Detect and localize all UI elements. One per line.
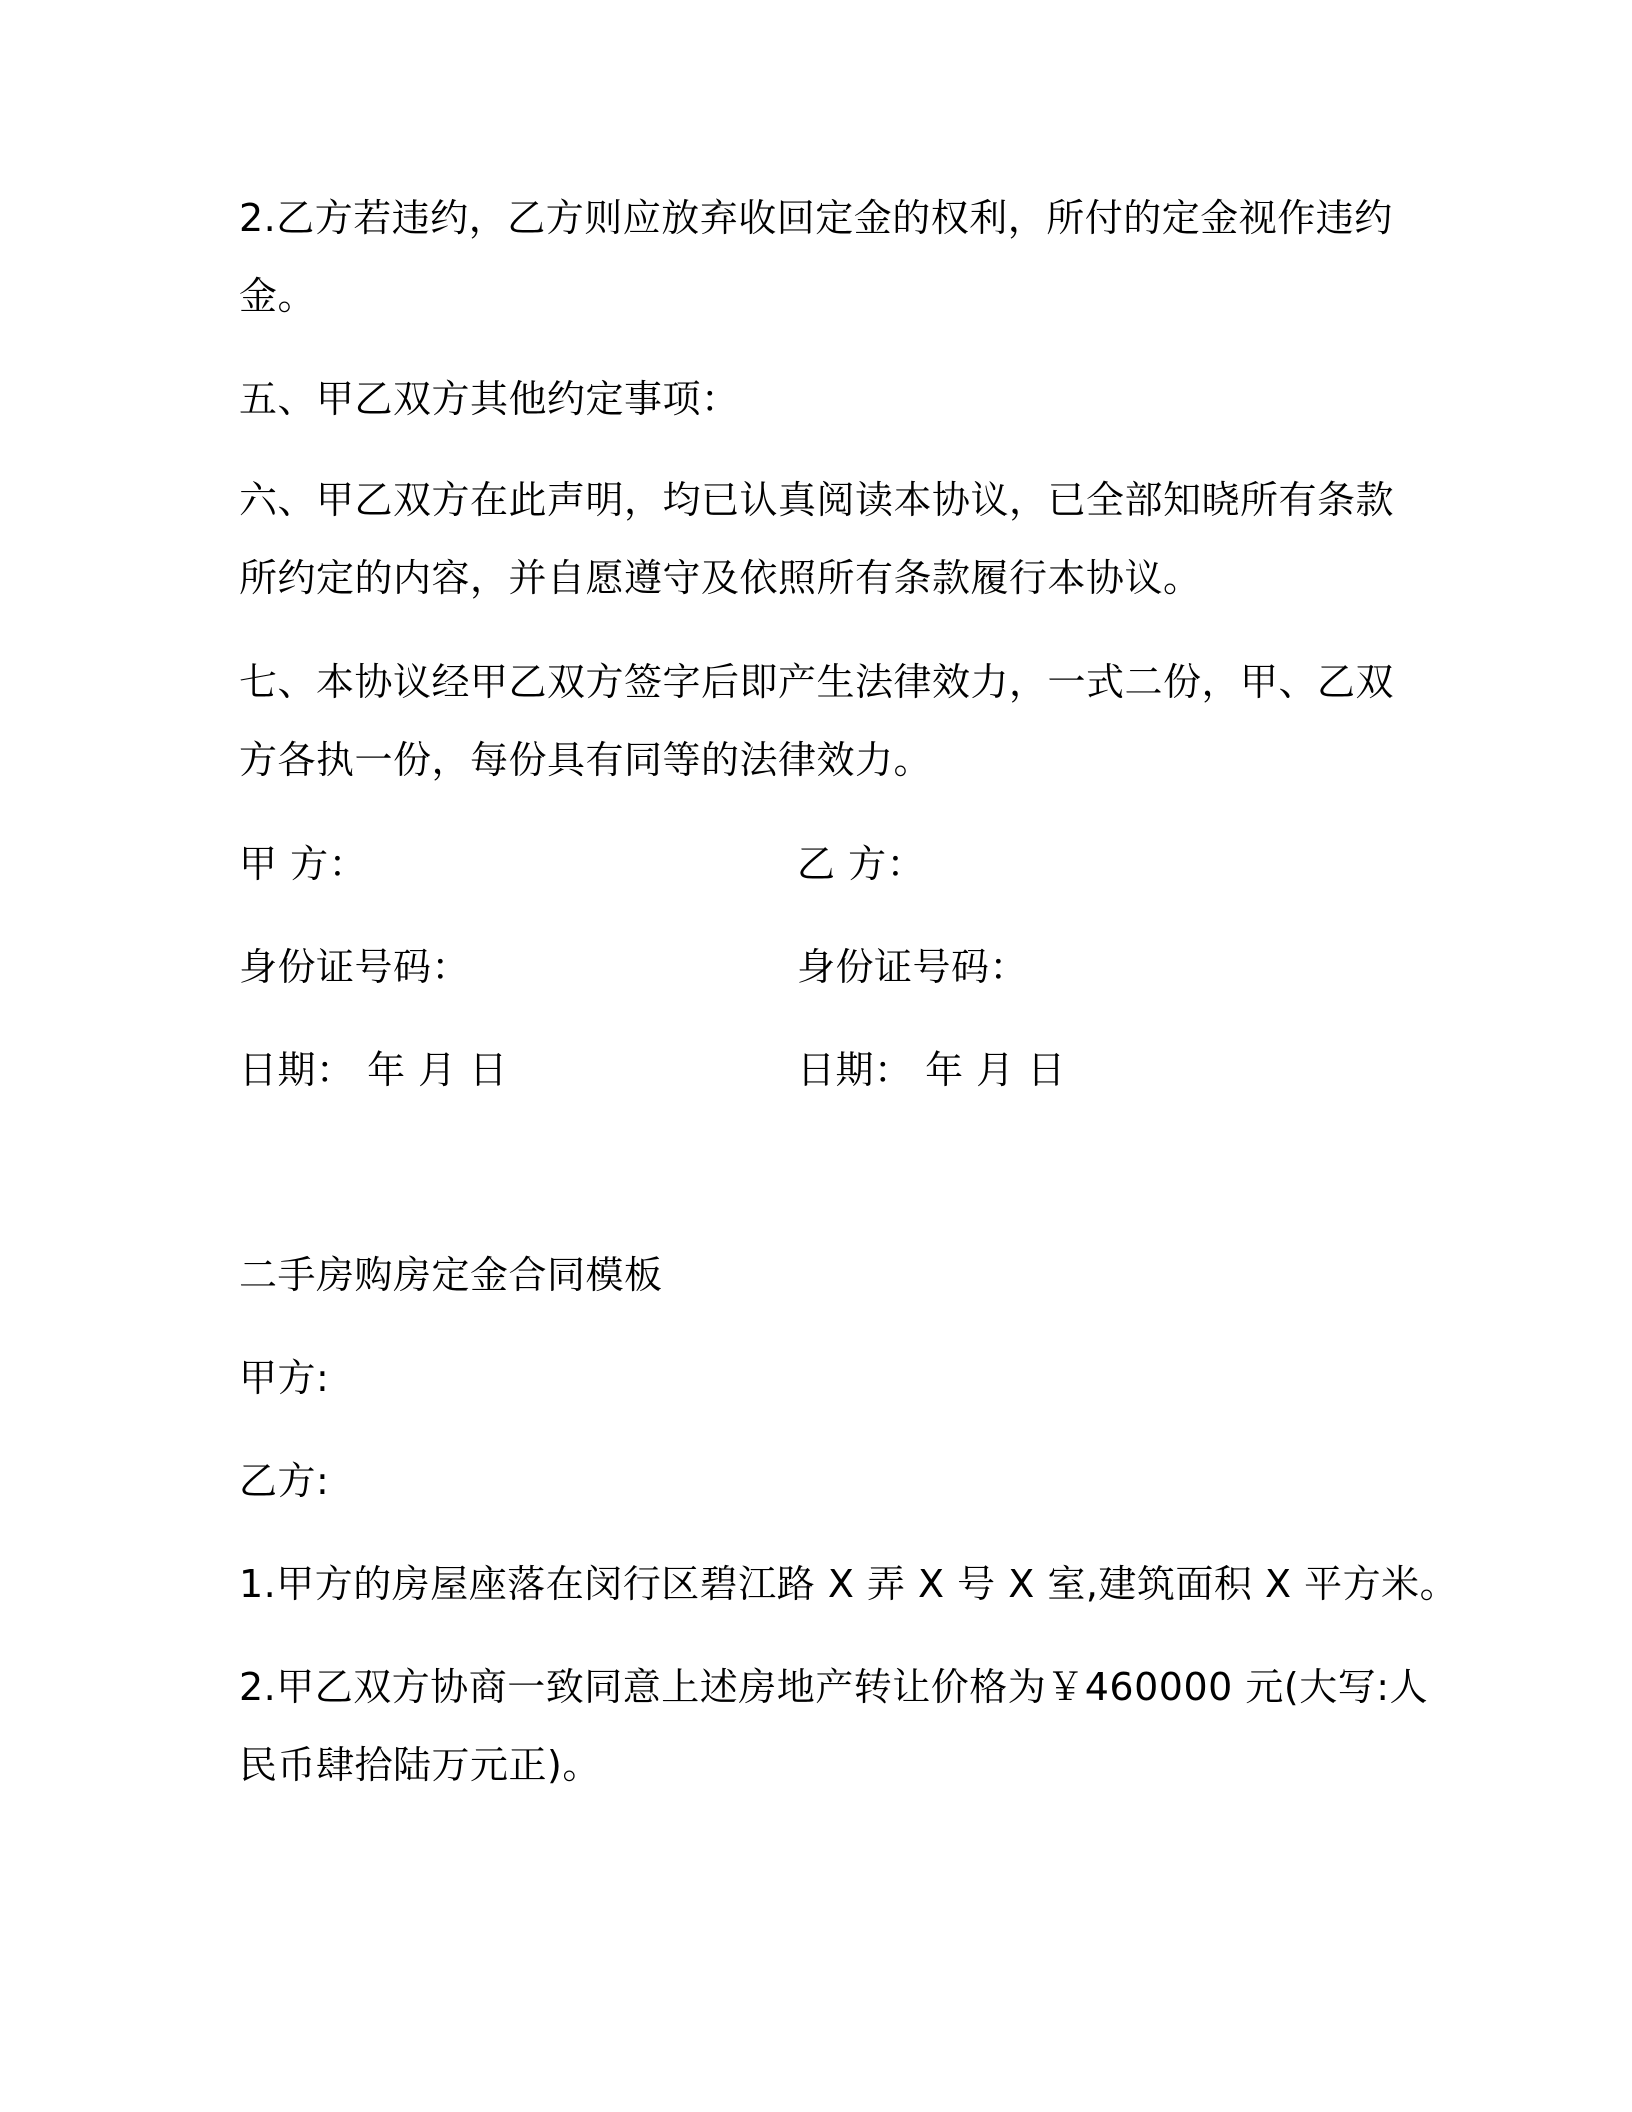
clause4-item2-line1: 2.乙方若违约，乙方则应放弃收回定金的权利，所付的定金视作违约 bbox=[239, 196, 1393, 240]
clause6-line1: 六、甲乙双方在此声明，均已认真阅读本协议，已全部知晓所有条款 bbox=[239, 478, 1395, 522]
clause7-line2: 方各执一份，每份具有同等的法律效力。 bbox=[239, 738, 933, 782]
clause5-text: 五、甲乙双方其他约定事项： bbox=[239, 377, 740, 421]
template-item2-line1: 2.甲乙双方协商一致同意上述房地产转让价格为￥460000 元(大写:人 bbox=[239, 1665, 1429, 1709]
clause6-line2: 所约定的内容，并自愿遵守及依照所有条款履行本协议。 bbox=[239, 556, 1202, 600]
template-party-b: 乙方: bbox=[239, 1459, 330, 1503]
party-b-id-label: 身份证号码： bbox=[797, 945, 1029, 989]
clause4-item2-line2: 金。 bbox=[239, 274, 317, 318]
clause7-line1: 七、本协议经甲乙双方签字后即产生法律效力，一式二份，甲、乙双 bbox=[239, 660, 1395, 704]
template-title: 二手房购房定金合同模板 bbox=[239, 1253, 663, 1297]
party-b-date-label: 日期： 年 月 日 bbox=[797, 1048, 1066, 1092]
template-item1: 1.甲方的房屋座落在闵行区碧江路 X 弄 X 号 X 室,建筑面积 X 平方米。 bbox=[239, 1562, 1459, 1606]
party-a-signature-label: 甲 方： bbox=[239, 842, 368, 886]
party-a-id-label: 身份证号码： bbox=[239, 945, 471, 989]
party-a-date-label: 日期： 年 月 日 bbox=[239, 1048, 508, 1092]
template-party-a: 甲方: bbox=[239, 1356, 330, 1400]
template-item2-line2: 民币肆拾陆万元正)。 bbox=[239, 1743, 601, 1787]
party-b-signature-label: 乙 方： bbox=[797, 842, 926, 886]
